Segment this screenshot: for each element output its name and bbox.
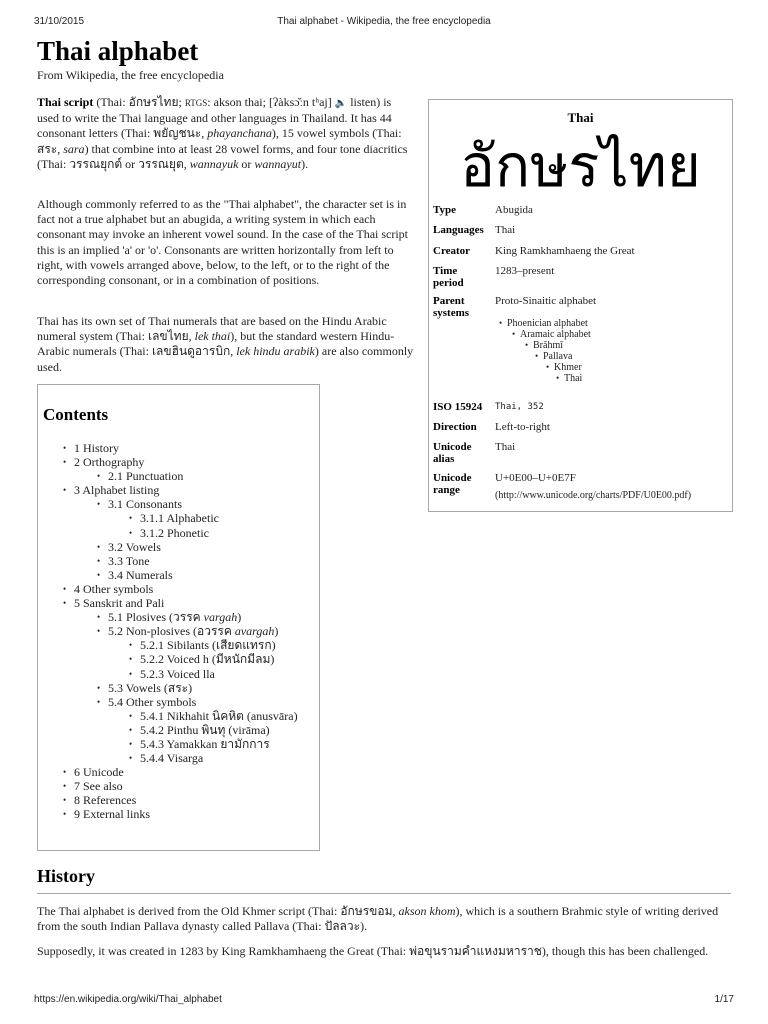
table-of-contents — [37, 384, 320, 851]
text-italic: phayanchana — [207, 126, 272, 141]
print-page-title: Thai alphabet - Wikipedia, the free encyclopedia — [277, 16, 491, 27]
infobox-label[interactable]: ISO 15924 — [433, 401, 483, 413]
infobox-script-sample: อักษรไทย — [460, 132, 701, 200]
toc-item[interactable] — [38, 568, 298, 582]
toc-item[interactable] — [38, 793, 298, 807]
toc-item[interactable] — [38, 751, 298, 765]
text-span: ) that combine into at least 28 vowel forms, and four tone diacritics (Thai: วรรณยุกต์ or วรรณยุต, — [37, 141, 408, 171]
infobox — [428, 99, 733, 512]
unicode-chart-link[interactable]: (http://www.unicode.org/charts/PDF/U0E00.pdf) — [495, 490, 692, 501]
toc-item-label[interactable]: 5.4.2 Pinthu พินทุ (virāma) — [140, 722, 270, 737]
infobox-title: Thai — [567, 110, 594, 125]
lead-paragraph-2 — [37, 197, 415, 288]
text-span: The Thai alphabet is derived from the Old Khmer script (Thai: อักษรขอม, — [37, 904, 399, 918]
toc-item[interactable] — [38, 441, 298, 455]
toc-item[interactable] — [38, 779, 298, 793]
toc-item[interactable] — [38, 596, 298, 610]
history-paragraph-2: Supposedly, it was created in 1283 by King Ramkhamhaeng the Great (Thai: พ่อขุนรามคำแหงมหาราช), though this has been challenged. — [37, 944, 709, 958]
text-span: ). — [301, 156, 309, 171]
tree-item: • Thai — [556, 373, 582, 384]
infobox-value: Thai — [495, 441, 516, 453]
toc-item[interactable] — [38, 723, 298, 737]
toc-item[interactable] — [38, 540, 298, 554]
toc-item-label[interactable]: 5.1 Plosives (วรรค — [108, 610, 204, 625]
toc-item-label[interactable]: 3.1.2 Phonetic — [140, 525, 209, 540]
text-italic: lek thai — [194, 329, 231, 344]
toc-item[interactable] — [38, 638, 298, 652]
toc-item-label[interactable]: 5.3 Vowels (สระ) — [108, 680, 193, 695]
toc-list — [38, 441, 298, 822]
toc-item[interactable] — [38, 455, 298, 469]
infobox-label: Languages — [433, 224, 484, 236]
toc-item-label[interactable]: 3.2 Vowels — [108, 539, 161, 554]
text-span: listen) is used to write the Thai language and other languages in Thailand. It has 44 consonant letters (Thai: พยัญชนะ, — [37, 95, 392, 141]
toc-item-label[interactable]: 7 See also — [74, 779, 123, 794]
toc-item-label[interactable]: 3 Alphabet listing — [74, 483, 160, 498]
toc-item[interactable] — [38, 526, 298, 540]
toc-item-label[interactable]: 2.1 Punctuation — [108, 469, 184, 484]
history-paragraph-1 — [37, 904, 731, 934]
tagline: From Wikipedia, the free encyclopedia — [37, 68, 224, 82]
tree-item[interactable]: • Aramaic alphabet — [512, 329, 591, 340]
toc-item-label[interactable]: 4 Other symbols — [74, 581, 154, 596]
toc-item[interactable] — [38, 582, 298, 596]
toc-item[interactable] — [38, 681, 298, 695]
page-title: Thai alphabet — [37, 36, 199, 66]
infobox-label[interactable]: Unicode range — [433, 472, 472, 496]
toc-item-label[interactable]: 9 External links — [74, 807, 150, 822]
infobox-label[interactable]: Unicode alias — [433, 441, 472, 465]
toc-item[interactable] — [38, 737, 298, 751]
toc-item[interactable] — [38, 624, 298, 638]
text-italic: akson khom — [398, 904, 456, 918]
text-span: ), which is a southern Brahmic style of writing derived from the south Indian Pallava dynasty called Pallava (Thai: ปัลลวะ). — [37, 904, 719, 934]
toc-item[interactable] — [38, 554, 298, 568]
toc-item-label[interactable]: 3.1.1 Alphabetic — [140, 511, 219, 526]
toc-item-label[interactable]: 5.4.4 Visarga — [140, 751, 204, 766]
lead-paragraph-1 — [37, 95, 415, 172]
toc-item-label[interactable]: 5.2.3 Voiced lla — [140, 666, 215, 681]
text-span: ), but the standard western Hindu-Arabic numerals (Thai: เลขฮินดูอารบิก, — [37, 329, 395, 359]
infobox-value[interactable]: King Ramkhamhaeng the Great — [495, 245, 635, 257]
text-span: or — [238, 156, 255, 171]
infobox-label: Creator — [433, 245, 471, 257]
tree-item[interactable]: • Brāhmī — [525, 340, 563, 351]
toc-item[interactable] — [38, 610, 298, 624]
toc-item-label[interactable]: 5.4.1 Nikhahit นิคหิต (anusvāra) — [140, 708, 298, 723]
text-italic: wannayut — [254, 156, 302, 171]
lead-paragraph-2-text: Although commonly referred to as the "Thai alphabet", the character set is in fact not a true alphabet but an abugida, a writing system in which each consonant may invoke an inherent vowel sound. In the case of the Thai script this is an implied 'a' or 'o'. Consonants are written horizontally from left to right, with vowels arranged above, below, to the left, or to the right of the corresponding consonant, or in a combination of positions. — [37, 197, 409, 288]
toc-item-suffix[interactable]: ) — [237, 610, 242, 625]
toc-item[interactable] — [38, 469, 298, 483]
infobox-value[interactable]: Proto-Sinaitic alphabet — [495, 295, 597, 307]
toc-item-italic[interactable]: vargah — [203, 610, 238, 625]
infobox-value: 1283–present — [495, 265, 555, 277]
toc-item-label[interactable]: 1 History — [74, 441, 119, 455]
infobox-value: U+0E00–U+0E7F — [495, 472, 576, 484]
speaker-icon[interactable]: 🔈 — [334, 98, 348, 109]
tree-item[interactable]: • Pallava — [535, 351, 572, 362]
toc-item[interactable] — [38, 511, 298, 525]
toc-item-label[interactable]: 3.1 Consonants — [108, 497, 183, 512]
toc-item-label[interactable]: 5.4 Other symbols — [108, 694, 197, 709]
toc-item-italic[interactable]: avargah — [234, 624, 275, 639]
text-span: Thai has its own set of Thai numerals that are based on the Hindu Arabic numeral system (Thai: เลขไทย, — [37, 314, 387, 344]
toc-title: Contents — [43, 405, 109, 424]
tree-item[interactable]: • Khmer — [546, 362, 582, 373]
toc-item[interactable] — [38, 667, 298, 681]
toc-item[interactable] — [38, 765, 298, 779]
lead-term: Thai script — [37, 95, 94, 109]
text-italic: wannayuk — [189, 156, 239, 171]
print-page-number: 1/17 — [714, 994, 734, 1005]
toc-item-label[interactable]: 5 Sanskrit and Pali — [74, 596, 165, 611]
toc-item-label[interactable]: 6 Unicode — [74, 765, 124, 780]
infobox-value[interactable]: Abugida — [495, 204, 533, 216]
infobox-label: Type — [433, 204, 457, 216]
section-heading-history: History — [37, 866, 95, 886]
infobox-value: Thai, 352 — [495, 402, 544, 412]
print-url: https://en.wikipedia.org/wiki/Thai_alphabet — [34, 994, 222, 1005]
toc-item-label[interactable]: 5.2 Non-plosives (อวรรค — [108, 624, 235, 639]
tree-item[interactable]: • Phoenician alphabet — [499, 318, 588, 329]
toc-item-label[interactable]: 3.4 Numerals — [108, 567, 173, 582]
toc-item-label[interactable]: 2 Orthography — [74, 455, 145, 470]
toc-item[interactable] — [38, 497, 298, 511]
toc-item-label[interactable]: 5.2.1 Sibilants (เสียดแทรก) — [140, 638, 276, 653]
toc-item-label[interactable]: 8 References — [74, 793, 137, 808]
text-span: ) are also commonly used. — [37, 344, 414, 374]
toc-item[interactable] — [38, 483, 298, 497]
infobox-label: Direction — [433, 421, 477, 433]
text-italic: lek hindu arabik — [236, 344, 315, 359]
text-span: ), 15 vowel symbols (Thai: สระ, — [37, 126, 402, 156]
ipa-span: : akson thai; [ʔàksɔ̌ːn tʰaj] — [207, 95, 335, 109]
rtgs-link[interactable]: RTGS — [184, 98, 208, 108]
toc-item-label[interactable]: 3.3 Tone — [108, 553, 150, 568]
print-date: 31/10/2015 — [34, 16, 85, 27]
section-divider — [37, 893, 731, 894]
toc-item[interactable] — [38, 652, 298, 666]
toc-item-suffix[interactable]: ) — [274, 624, 279, 639]
text-italic: sara — [63, 141, 85, 156]
text-span: (Thai: อักษรไทย; — [93, 95, 185, 109]
infobox-label: Time period — [433, 265, 464, 289]
lead-paragraph-3 — [37, 314, 415, 375]
toc-item[interactable] — [38, 807, 298, 821]
infobox-value: Left-to-right — [495, 421, 550, 433]
infobox-value[interactable]: Thai — [495, 224, 516, 236]
toc-item-label[interactable]: 5.2.2 Voiced h (มีหนักมีลม) — [140, 652, 275, 667]
toc-item[interactable] — [38, 709, 298, 723]
infobox-label: Parent systems — [433, 295, 470, 319]
toc-item[interactable] — [38, 695, 298, 709]
toc-item-label[interactable]: 5.4.3 Yamakkan ยามักการ — [140, 736, 270, 751]
